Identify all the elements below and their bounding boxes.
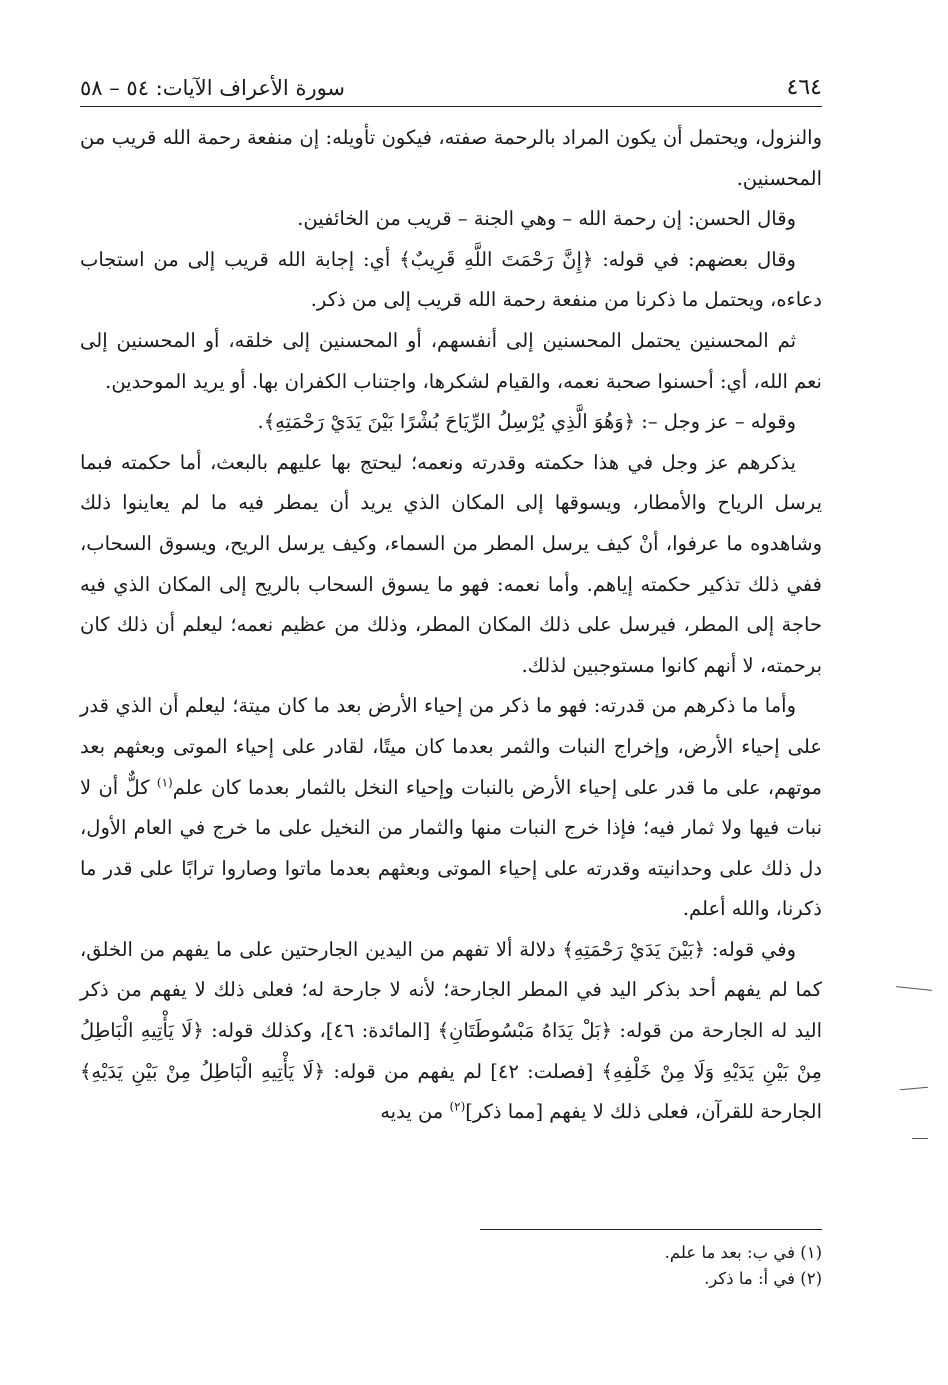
paragraph-text: [المائدة: ٤٦]، وكذلك قوله:	[203, 1019, 438, 1043]
running-header	[80, 62, 822, 102]
paragraph-text: وأما ما ذكرهم من قدرته: فهو ما ذكر من إحياء الأرض بعد ما كان ميتة؛ ليعلم أن الذي قدر على إحياء الأرض، وإخراج النبات والثمر بعدما كان ميتًا، لقادر على إحياء الموتى وبعثهم بعد موتهم، على ما قدر على إحياء الأرض بالنبات وإحياء النخل بالثمار بعدما كان علم	[80, 694, 822, 799]
paragraph	[80, 199, 822, 240]
quran-verse: ﴿بَلْ يَدَاهُ مَبْسُوطَتَانِ﴾	[437, 1019, 613, 1043]
paragraph-text: وقال الحسن: إن رحمة الله – وهي الجنة – قريب من الخائفين.	[297, 207, 796, 231]
quran-verse: ﴿إِنَّ رَحْمَتَ اللَّهِ قَرِيبٌ﴾	[399, 247, 594, 271]
paragraph-text: وفي قوله:	[705, 937, 797, 961]
paragraph-text: [فصلت: ٤٢] لم يفهم من قوله:	[325, 1059, 602, 1083]
paragraph	[80, 118, 822, 199]
paragraph-text: ثم المحسنين يحتمل المحسنين إلى أنفسهم، أو المحسنين إلى خلقه، أو المحسنين إلى نعم الله، أي: أحسنوا صحبة نعمه، والقيام لشكرها، واجتناب الكفران بها. أو يريد الموحدين.	[80, 328, 822, 393]
footnote-1: (١) في ب: بعد ما علم.	[664, 1243, 822, 1262]
margin-scan-mark	[896, 986, 932, 991]
quran-verse: ﴿لَا يَأْتِيهِ الْبَاطِلُ مِنْ بَيْنِ يَدَيْهِ وَلَا مِنْ خَلْفِهِ﴾	[80, 1019, 822, 1083]
paragraph-text: الجارحة للقرآن، فعلى ذلك لا يفهم [مما ذكر]	[465, 1100, 822, 1124]
footnote-2: (٢) في أ: ما ذكر.	[704, 1269, 822, 1288]
quran-verse: ﴿لَا يَأْتِيهِ الْبَاطِلُ مِنْ بَيْنِ يَدَيْهِ﴾	[80, 1059, 326, 1083]
page-number: ٤٦٤	[786, 75, 822, 100]
paragraph	[80, 321, 822, 402]
footnote-rule	[480, 1229, 822, 1230]
paragraph-text: أي: إجابة الله قريب إلى من استجاب دعاءه، ويحتمل ما ذكرنا من منفعة رحمة الله قريب إلى من ذكر.	[80, 247, 822, 312]
paragraph-text: يذكرهم عز وجل في هذا حكمته وقدرته ونعمه؛ ليحتج بها عليهم بالبعث، أما حكمته فبما يرسل الرياح والأمطار، ويسوقها إلى المكان الذي يريد أن يمطر فيه ما لم يعاينوا ذلك وشاهدوه ما عرفوا، أنْ كيف يرسل المطر من السماء، وكيف يرسل الريح، ويسوق السحاب، ففي ذلك تذكير حكمته إياهم. وأما نعمه: فهو ما يسوق السحاب بالريح إلى المكان الذي فيه حاجة إلى المطر، فيرسل على ذلك المكان المطر، وذلك من عظيم نعمه؛ ليعلم أن ذلك كان برحمته، لا أنهم كانوا مستوجبين لذلك.	[80, 450, 822, 677]
footnotes	[80, 1240, 822, 1292]
paragraph-text: وقال بعضهم: في قوله:	[593, 247, 796, 271]
paragraph-text: من يديه	[380, 1100, 450, 1124]
quran-verse: ﴿وَهُوَ الَّذِي يُرْسِلُ الرِّيَاحَ بُشْرًا بَيْنَ يَدَيْ رَحْمَتِهِ﴾	[263, 410, 636, 434]
paragraph-text: والنزول، ويحتمل أن يكون المراد بالرحمة صفته، فيكون تأويله: إن منفعة رحمة الله قريب من المحسنين.	[80, 126, 822, 190]
paragraph-text: دلالة ألا تفهم من اليدين الجارحتين على ما يفهم من الخلق، كما لم يفهم أحد بذكر اليد في المطر الجارحة؛ لأنه لا جارحة له؛ فعلى ذلك لا يفهم من ذكر اليد له الجارحة من قوله:	[80, 937, 822, 1043]
body-text	[80, 118, 822, 1133]
paragraph	[80, 686, 822, 930]
header-title: سورة الأعراف الآيات: ٥٤ – ٥٨	[80, 76, 346, 100]
margin-scan-mark	[900, 1087, 928, 1090]
paragraph	[80, 402, 822, 443]
paragraph-text: وقوله – عز وجل –:	[635, 410, 796, 434]
quran-verse: ﴿بَيْنَ يَدَيْ رَحْمَتِهِ﴾	[562, 937, 705, 961]
margin-scan-mark	[912, 1138, 928, 1139]
header-rule	[80, 106, 822, 107]
paragraph-text: .	[257, 410, 264, 434]
paragraph	[80, 930, 822, 1133]
paragraph-text: كلٌّ أن لا نبات فيها ولا ثمار فيه؛ فإذا خرج النبات منها والثمار من النخيل على ما خرج في العام الأول، دل ذلك على وحدانيته وقدرته على إحياء الموتى وبعثهم بعدما ماتوا وصاروا ترابًا على قدر ما ذكرنا، والله أعلم.	[80, 775, 822, 921]
paragraph	[80, 443, 822, 687]
footnote-ref: (٢)	[449, 1099, 466, 1114]
footnote-ref: (١)	[156, 775, 173, 789]
paragraph	[80, 240, 822, 321]
